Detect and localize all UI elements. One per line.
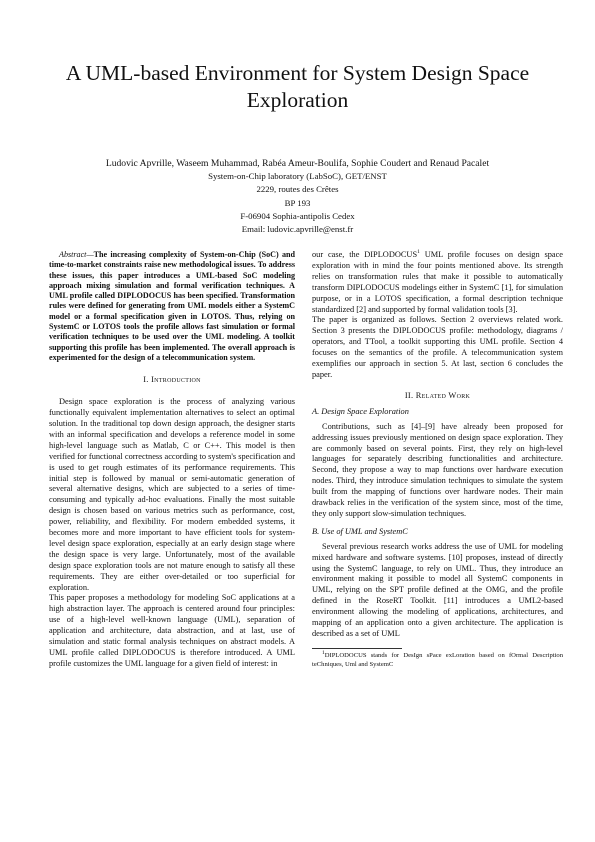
related-uml-paragraph: Several previous research works address the use of UML for modeling mixed hardware and software systems. [10] proposes, instead of directly using the SystemC language, to rely on UML. Thus, they introduce an environment making it possible to model all SystemC components in UML, relying on the SPT profile defined at the OMG, and the profile defined in the RoseRT Toolkit. [11] introduces a UML2-based environment allowing the modeling of applications, architectures, and mapping of an application onto a given architecture. The application is described as a set of UML: [312, 541, 563, 638]
section-heading-related-work: [312, 391, 563, 402]
affiliation-city: F-06904 Sophia-antipolis Cedex: [240, 210, 355, 221]
abstract: [49, 250, 295, 363]
affiliation-email: Email: ludovic.apvrille@enst.fr: [241, 224, 354, 235]
related-design-space-paragraph: Contributions, such as [4]–[9] have already been proposed for addressing issues previously mentioned on design space exploration. They are commonly based on several points. First, they rely on high-level languages for separately describing functionalities and architecture. Second, they propose a way to map functions over hardware execution nodes. Third, they introduce simulation techniques to simulate the system built from the mapping of functions over hardware nodes. Their main drawback relies in the verification of the system since, most of the time, they only support slow-simulation techniques.: [312, 421, 563, 518]
intro-paragraph-3: [312, 250, 563, 315]
section-number: I.: [143, 375, 149, 385]
footnote: [312, 649, 563, 670]
footnote-text: DIPLODOCUS stands for DesIgn sPace exLoration based on fOrmal Description teChniques, Uml and SystemC: [312, 651, 563, 668]
intro-paragraph-3-start: our case, the DIPLODOCUS: [312, 250, 418, 259]
intro-paragraph-3-rest: UML profile focuses on design space exploration with in mind the four points mentioned above. Its strength relies on transformation rules that make it possible to automatically transform DIPLODOCUS modelings either in SystemC [1], for simulation purpose, or in a LOTOS specification, a formal description technique standardized [2] and supported by formal validation tools [3].: [312, 250, 563, 314]
footnote-divider: [312, 648, 402, 649]
affiliation-po-box: BP 193: [284, 197, 311, 208]
abstract-label: Abstract —: [59, 250, 94, 259]
abstract-text: The increasing complexity of System-on-Chip (SoC) and time-to-market constraints raise new methodological issues. To address these issues, this paper introduces a UML-based SoC modeling approach mixing simulation and formal verification techniques. A UML profile called DIPLODOCUS has been specified. Transformation rules were defined for generating from UML models either a SystemC model or a formal specification given in LOTOS. Thus, relying on SystemC or LOTOS tools the profile allows fast simulation or formal verification techniques to be used over the UML modeling. A toolkit supporting this profile has been implemented. The overall approach is experimented for the design of a telecommunication system.: [49, 250, 295, 362]
footnote-marker: 1: [417, 249, 420, 256]
section-heading-introduction: [49, 375, 295, 386]
affiliation-street: 2229, routes des Crêtes: [256, 184, 339, 195]
section-title: Introduction: [151, 375, 201, 385]
subsection-heading-design-space: A. Design Space Exploration: [312, 406, 409, 416]
subsection-heading-uml-systemc: B. Use of UML and SystemC: [312, 526, 408, 536]
intro-paragraph-2: This paper proposes a methodology for modeling SoC applications at a high abstraction layer. The approach is centered around four principles: use of a high-level well-known language (UML), separation of application and architecture, data abstraction, and at last, use of simulation and static formal analysis techniques on abstract models. A UML profile called DIPLODOCUS is therefore introduced. A UML profile customizes the UML language for a given field of interest: in: [49, 593, 295, 668]
left-column: [49, 250, 295, 670]
affiliation-block: [40, 170, 555, 236]
section-number: II.: [404, 390, 414, 400]
section-title: Related Work: [415, 390, 471, 400]
footnote-number: 1: [322, 649, 325, 656]
paper-title: A UML-based Environment for System Design Space Exploration: [65, 61, 530, 112]
author-list: Ludovic Apvrille, Waseem Muhammad, Rabéa Ameur-Boulifa, Sophie Coudert and Renaud Pacalet: [105, 158, 490, 169]
intro-paragraph-4: The paper is organized as follows. Section 2 overviews related work. Section 3 presents the DIPLODOCUS profile: methodology, diagrams / operators, and TTool, a toolkit supporting this UML profile. Section 4 focuses on the semantics of the profile. A telecommunication system exemplifies our approach in section 5. At last, section 6 concludes the paper.: [312, 315, 563, 379]
intro-paragraph-1: Design space exploration is the process of analyzing various functionally equivalent implementation alternatives to select an optimal solution. In the traditional top down design approach, the designer starts with an informal specification and develops a reference model in some high-level language such as Matlab, C or C++. This model is then verified for functional correctness according to system's specification and is used to get rough estimates of its performance requirements. This initial step is followed by manual or semi-automatic generation of several alternative designs, which are subjected to a series of time-consuming and typically ad-hoc evaluations. Finally the most suitable design is chosen based on various metrics such as performance, cost, power, reliability, and flexibility. For modern embedded systems, it becomes more and more important to have efficient tools for system-level design space exploration, especially at an early design stage where the design space is very large. Unfortunately, most of the available design space exploration tools are not mature enough to satisfy all these requirements. They are either over-detailed or too superficial for exploration.: [49, 397, 295, 592]
affiliation-lab: System-on-Chip laboratory (LabSoC), GET/ENST: [208, 171, 387, 181]
right-column: [312, 250, 563, 670]
